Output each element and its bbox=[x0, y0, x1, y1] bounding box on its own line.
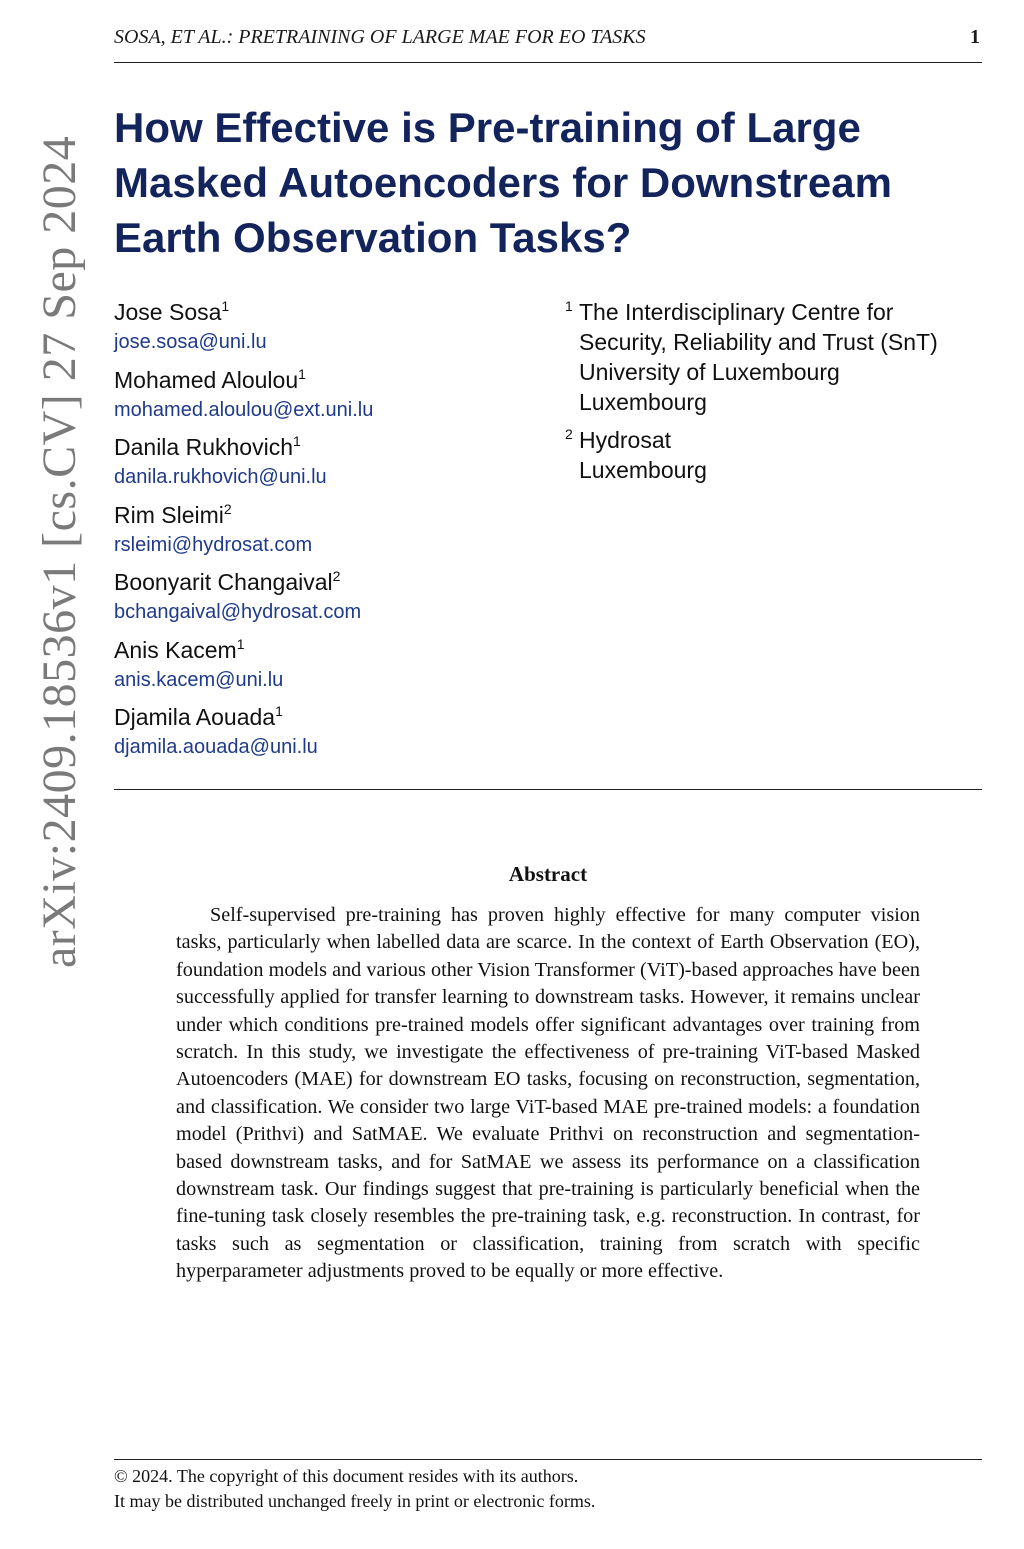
abstract-body: Self-supervised pre-training has proven highly effective for many computer vision tasks, particularly when labelled data are scarce. In the context of Earth Observation (EO), foundation models and various other Vision Transformer (ViT)-based approaches have been successfully applied for transfer learning to downstream tasks. However, it remains unclear under which conditions pre-trained models offer significant advantages over training from scratch. In this study, we investigate the effectiveness of pre-training ViT-based Masked Autoencoders (MAE) for downstream EO tasks, focusing on reconstruction, segmentation, and classification. We consider two large ViT-based MAE pre-trained models: a foundation model (Prithvi) and SatMAE. We evaluate Prithvi on reconstruction and segmentation-based downstream tasks, and for SatMAE we assess its performance on a classification downstream task. Our findings suggest that pre-training is particularly beneficial when the fine-tuning task closely resembles the pre-training task, e.g. reconstruction. In contrast, for tasks such as segmentation or classification, training from scratch with specific hyperparameter adjustments proved to be equally or more effective. bbox=[176, 904, 920, 1283]
author-entry bbox=[114, 701, 534, 769]
affiliation-marker: 2 bbox=[332, 568, 341, 584]
title-line: Earth Observation Tasks? bbox=[114, 214, 632, 261]
affiliation-marker: 1 bbox=[236, 635, 245, 652]
affiliation-line: Luxembourg bbox=[579, 389, 707, 415]
author-email-link[interactable]: anis.kacem@uni.lu bbox=[114, 668, 284, 691]
author-entry bbox=[114, 364, 534, 432]
paper-title bbox=[114, 100, 974, 265]
author-entry bbox=[114, 431, 534, 499]
author-name: Danila Rukhovich$^1$ bbox=[114, 433, 301, 460]
arxiv-identifier-stamp[interactable]: arXiv:2409.18536v1 [cs.CV] 27 Sep 2024 bbox=[33, 135, 86, 968]
affiliation-line: University of Luxembourg bbox=[579, 359, 840, 385]
affiliation-marker: 1 bbox=[298, 365, 306, 382]
author-email-link[interactable]: djamila.aouada@uni.lu bbox=[114, 736, 318, 758]
affiliation-mark: 1 bbox=[565, 298, 573, 314]
author-list bbox=[114, 296, 534, 769]
author-name: Djamila Aouada$^1$ bbox=[114, 703, 283, 730]
affiliation-entry bbox=[565, 425, 985, 485]
footer-rule bbox=[114, 1459, 982, 1460]
affiliation-line: Luxembourg bbox=[579, 457, 707, 483]
distribution-line: It may be distributed unchanged freely in print or electronic forms. bbox=[114, 1491, 596, 1511]
title-line: Masked Autoencoders for Downstream bbox=[114, 159, 892, 206]
author-name: Anis Kacem$^1$ bbox=[114, 635, 245, 663]
author-email-link[interactable]: jose.sosa@uni.lu bbox=[114, 331, 267, 353]
page-number: 1 bbox=[970, 26, 980, 48]
copyright-footer bbox=[114, 1464, 974, 1514]
affiliation-list bbox=[565, 297, 985, 493]
author-entry bbox=[114, 566, 534, 634]
title-line: How Effective is Pre-training of Large bbox=[114, 104, 861, 151]
affiliation-line: Hydrosat bbox=[579, 427, 672, 453]
affiliation-marker: 1 bbox=[292, 433, 301, 449]
abstract-heading: Abstract bbox=[508, 862, 588, 886]
author-email-link[interactable]: mohamed.aloulou@ext.uni.lu bbox=[114, 398, 374, 421]
author-email-link[interactable]: rsleimi@hydrosat.com bbox=[114, 533, 313, 556]
running-header bbox=[114, 26, 982, 54]
author-name: Boonyarit Changaival$^2$ bbox=[114, 568, 341, 595]
author-name: Rim Sleimi$^2$ bbox=[114, 500, 232, 528]
author-email-link[interactable]: danila.rukhovich@uni.lu bbox=[114, 466, 327, 488]
header-rule bbox=[114, 62, 982, 63]
author-email-link[interactable]: bchangaival@hydrosat.com bbox=[114, 601, 362, 623]
section-rule bbox=[114, 789, 982, 790]
affiliation-mark: 2 bbox=[565, 426, 573, 442]
affiliation-marker: 1 bbox=[275, 703, 283, 719]
author-entry bbox=[114, 296, 534, 364]
affiliation-line: Security, Reliability and Trust (SnT) bbox=[579, 329, 938, 355]
affiliation-entry bbox=[565, 297, 985, 417]
author-name: Mohamed Aloulou$^1$ bbox=[114, 365, 306, 393]
author-entry bbox=[114, 499, 534, 567]
affiliation-marker: 1 bbox=[221, 298, 230, 314]
affiliation-line: The Interdisciplinary Centre for bbox=[579, 299, 894, 325]
copyright-line: © 2024. The copyright of this document resides with its authors. bbox=[114, 1466, 579, 1486]
running-title: SOSA, ET AL.: PRETRAINING OF LARGE MAE FOR EO TASKS bbox=[114, 26, 646, 48]
affiliation-marker: 2 bbox=[223, 500, 232, 517]
author-entry bbox=[114, 634, 534, 702]
author-name: Jose Sosa$^1$ bbox=[114, 298, 230, 325]
